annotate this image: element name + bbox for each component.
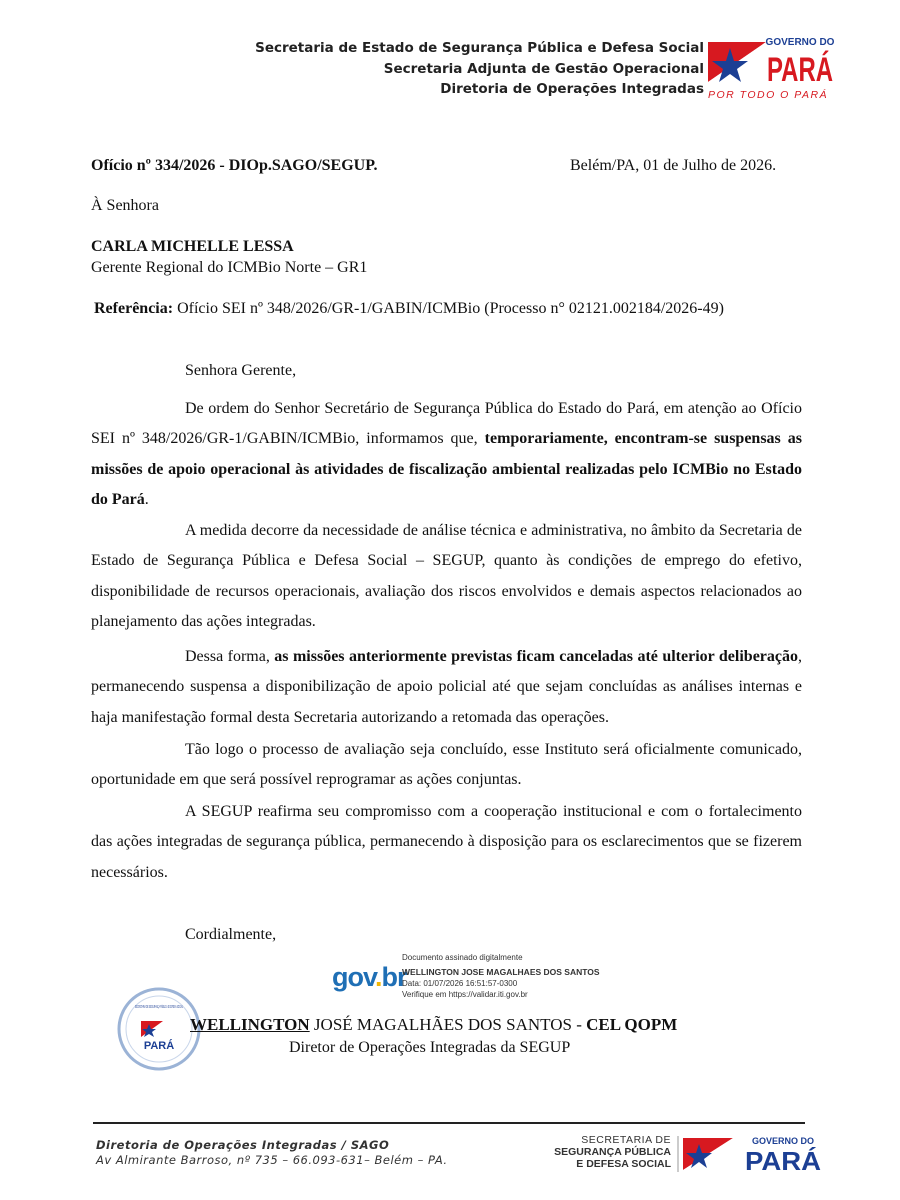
paragraph-1-end: . bbox=[144, 491, 149, 509]
recipient-name: CARLA MICHELLE LESSA bbox=[91, 238, 294, 255]
footer-line-1: Diretoria de Operações Integradas / SAGO bbox=[96, 1138, 390, 1152]
govbr-logo-dot: . bbox=[375, 962, 382, 992]
footer-divider bbox=[93, 1122, 805, 1124]
signatory-role: Diretor de Operações Integradas da SEGUP bbox=[289, 1039, 571, 1056]
paragraph-1 bbox=[91, 394, 802, 516]
digital-signature-stamp bbox=[402, 952, 600, 1000]
footer-secretaria bbox=[545, 1134, 671, 1170]
stamp-signer-name: WELLINGTON JOSE MAGALHAES DOS SANTOS bbox=[402, 967, 600, 977]
letterhead-line-3: Diretoria de Operações Integradas bbox=[440, 81, 704, 97]
paragraph-3-text: Dessa forma, bbox=[185, 648, 275, 665]
footer-address bbox=[96, 1138, 448, 1168]
signatory-rest-name: JOSÉ MAGALHÃES DOS SANTOS - bbox=[309, 1015, 587, 1034]
paragraph-5 bbox=[91, 797, 802, 888]
paragraph-3-rest: , permanecendo suspensa a disponibilização de apoio policial até que sejam concluídas as análises internas e haja manifestação formal desta Secretaria autorizando a retomada das operações. bbox=[91, 648, 802, 726]
letter-number: Ofício nº 334/2026 - DIOp.SAGO/SEGUP. bbox=[91, 157, 378, 174]
reference bbox=[94, 294, 724, 324]
footer-sec-line-1: SECRETARIA DE bbox=[581, 1134, 671, 1146]
recipient-title: Gerente Regional do ICMBio Norte – GR1 bbox=[91, 259, 368, 276]
letterhead-line-1: Secretaria de Estado de Segurança Pública e Defesa Social bbox=[255, 40, 704, 56]
footer-logo-top: GOVERNO DO bbox=[751, 1136, 815, 1146]
place-date: Belém/PA, 01 de Julho de 2026. bbox=[570, 157, 777, 174]
govbr-logo-br: br bbox=[381, 962, 407, 992]
footer-line-2: Av Almirante Barroso, nº 735 – 66.093-631– Belém – PA. bbox=[96, 1153, 448, 1167]
greeting: Senhora Gerente, bbox=[185, 362, 297, 379]
footer-logo-main: PARÁ bbox=[745, 1146, 822, 1176]
stamp-date: Data: 01/07/2026 16:51:57-0300 bbox=[402, 979, 518, 988]
closing: Cordialmente, bbox=[185, 926, 277, 943]
footer-sec-line-3: E DEFESA SOCIAL bbox=[576, 1158, 671, 1170]
seal-top-text: SECRETARIA DE SEGURANÇA PÚBLICA E DEFESA SOCIAL bbox=[135, 1004, 265, 1009]
paragraph-3 bbox=[91, 642, 802, 733]
paragraph-2 bbox=[91, 516, 802, 638]
signatory-rank: CEL QOPM bbox=[586, 1015, 678, 1034]
logo-top-text: GOVERNO DO bbox=[765, 37, 835, 48]
letterhead-text bbox=[255, 38, 704, 100]
reference-text: Ofício SEI nº 348/2026/GR-1/GABIN/ICMBio (Processo n° 02121.002184/2026-49) bbox=[173, 300, 724, 317]
reference-label: Referência: bbox=[94, 300, 174, 317]
paragraph-1-text: De ordem do Senhor Secretário de Segurança Pública do Estado do Pará, em atenção ao Ofício SEI nº 348/2026/GR-1/GABIN/ICMBio, informamos que, bbox=[91, 400, 802, 448]
stamp-verify: Verifique em https://validar.iti.gov.br bbox=[402, 990, 528, 999]
letterhead-line-2: Secretaria Adjunta de Gestão Operacional bbox=[383, 60, 704, 77]
stamp-line-1: Documento assinado digitalmente bbox=[402, 953, 523, 962]
paragraph-2-text: A medida decorre da necessidade de análise técnica e administrativa, no âmbito da Secretaria de Estado de Segurança Pública e Defesa Social – SEGUP, quanto às condições de emprego do efetivo, disponibilidade de recursos operacionais, avaliação dos riscos envolvidos e demais aspectos relacionados ao planejamento das ações integradas. bbox=[91, 522, 802, 631]
paragraph-5-text: A SEGUP reafirma seu compromisso com a cooperação institucional e com o fortalecimento das ações integradas de segurança pública, permanecendo à disposição para os esclarecimentos que se fizerem necessários. bbox=[91, 803, 802, 881]
signatory-name bbox=[190, 1014, 677, 1036]
footer-sec-line-2: SEGURANÇA PÚBLICA bbox=[554, 1146, 671, 1158]
governo-do-para-logo bbox=[708, 34, 833, 102]
logo-main-text: PARÁ bbox=[767, 51, 833, 89]
footer-governo-logo bbox=[675, 1134, 825, 1174]
govbr-logo bbox=[332, 962, 407, 992]
seal-main-text: PARÁ bbox=[143, 1040, 175, 1052]
paragraph-4-text: Tão logo o processo de avaliação seja concluído, esse Instituto será oficialmente comunicado, oportunidade em que será possível reprogramar as ações conjuntas. bbox=[91, 741, 802, 789]
logo-tagline: POR TODO O PARÁ bbox=[707, 89, 829, 101]
salutation-to: À Senhora bbox=[91, 197, 159, 214]
paragraph-1-bold: temporariamente, encontram-se suspensas as missões de apoio operacional às atividades de fiscalização ambiental realizadas pelo ICMBio no Estado do Pará bbox=[91, 430, 802, 509]
govbr-logo-gov: gov bbox=[332, 962, 375, 992]
paragraph-4 bbox=[91, 735, 802, 796]
signatory-first-name: WELLINGTON bbox=[190, 1015, 310, 1034]
paragraph-3-bold: as missões anteriormente previstas ficam canceladas até ulterior deliberação bbox=[274, 648, 798, 665]
